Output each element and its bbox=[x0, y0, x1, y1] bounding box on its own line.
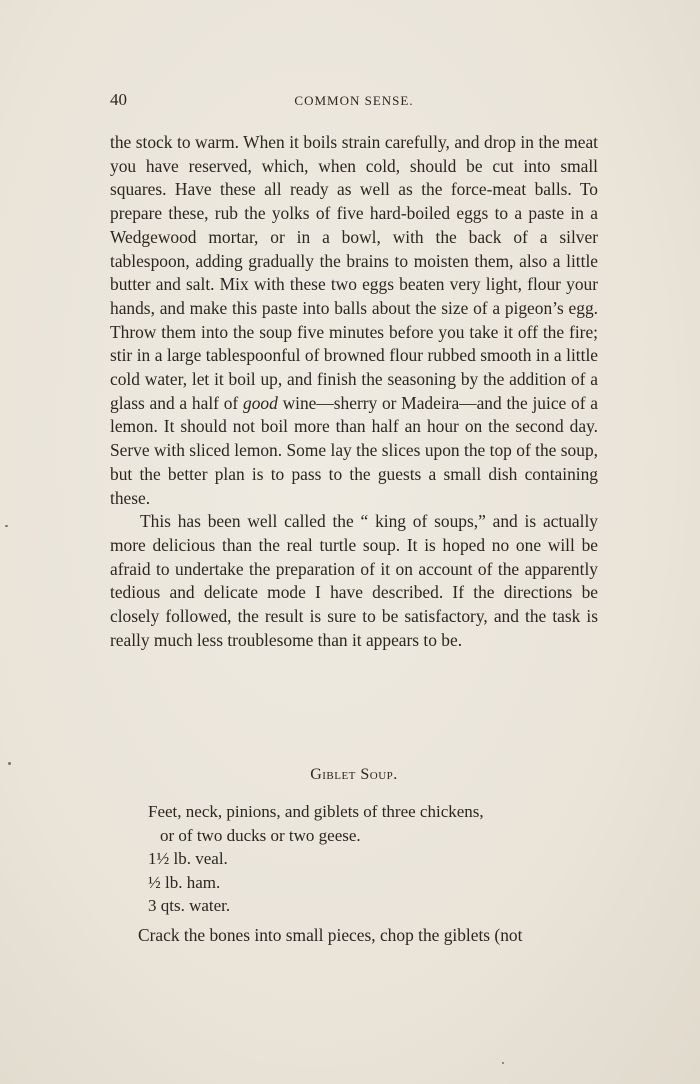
paragraph-1 bbox=[110, 131, 598, 510]
paragraph-1-text-a: the stock to warm. When it boils strain carefully, and drop in the meat you have reserved, which, when cold, should be cut into small squares. Have these all ready as well as the force-meat balls. To prepare these, rub the yolks of five hard-boiled eggs to a paste in a Wedgewood mortar, or in a bowl, with the back of a silver tablespoon, adding gradually the brains to moisten them, also a little butter and salt. Mix with these two eggs beaten very light, flour your hands, and make this paste into balls about the size of a pigeon’s egg. Throw them into the soup five minutes before you take it off the fire; stir in a large tablespoonful of browned flour rubbed smooth in a little cold water, let it boil up, and finish the seasoning by the addition of a glass and a half of bbox=[110, 132, 598, 413]
page-header bbox=[110, 90, 598, 114]
ingredient-line: Feet, neck, pinions, and giblets of three chickens, bbox=[148, 802, 484, 821]
paragraph-2: This has been well called the “ king of soups,” and is actually more delicious than the real turtle soup. It is hoped no one will be afraid to undertake the preparation of it on account of the apparently tedious and delicate mode I have described. If the directions be closely followed, the result is sure to be satisfactory, and the task is really much less troublesome than it appears to be. bbox=[110, 511, 598, 650]
paper-speck bbox=[8, 762, 11, 765]
ingredient-line: 3 qts. water. bbox=[148, 896, 231, 915]
paper-speck bbox=[5, 525, 8, 527]
ingredient-line: or of two ducks or two geese. bbox=[160, 825, 361, 845]
paragraph-1-emphasis: good bbox=[243, 392, 278, 413]
recipe-instructions: Crack the bones into small pieces, chop the giblets (not bbox=[138, 925, 523, 945]
recipe-title: Giblet Soup. bbox=[310, 766, 398, 783]
page-number: 40 bbox=[110, 90, 127, 109]
ingredient-line: 1½ lb. veal. bbox=[148, 849, 228, 868]
paragraph-1-text-b: wine—sherry or Madeira—and the juice of a lemon. It should not boil more than half an hour on the second day. Serve with sliced lemon. Some lay the slices upon the top of the soup, but the better plan is to pass to the guests a small dish containing these. bbox=[110, 392, 598, 508]
running-head: COMMON SENSE. bbox=[294, 93, 414, 108]
ingredient-line: ½ lb. ham. bbox=[148, 872, 221, 892]
body-text bbox=[110, 131, 598, 652]
paper-speck bbox=[502, 1062, 504, 1064]
ingredient-list bbox=[148, 800, 598, 918]
